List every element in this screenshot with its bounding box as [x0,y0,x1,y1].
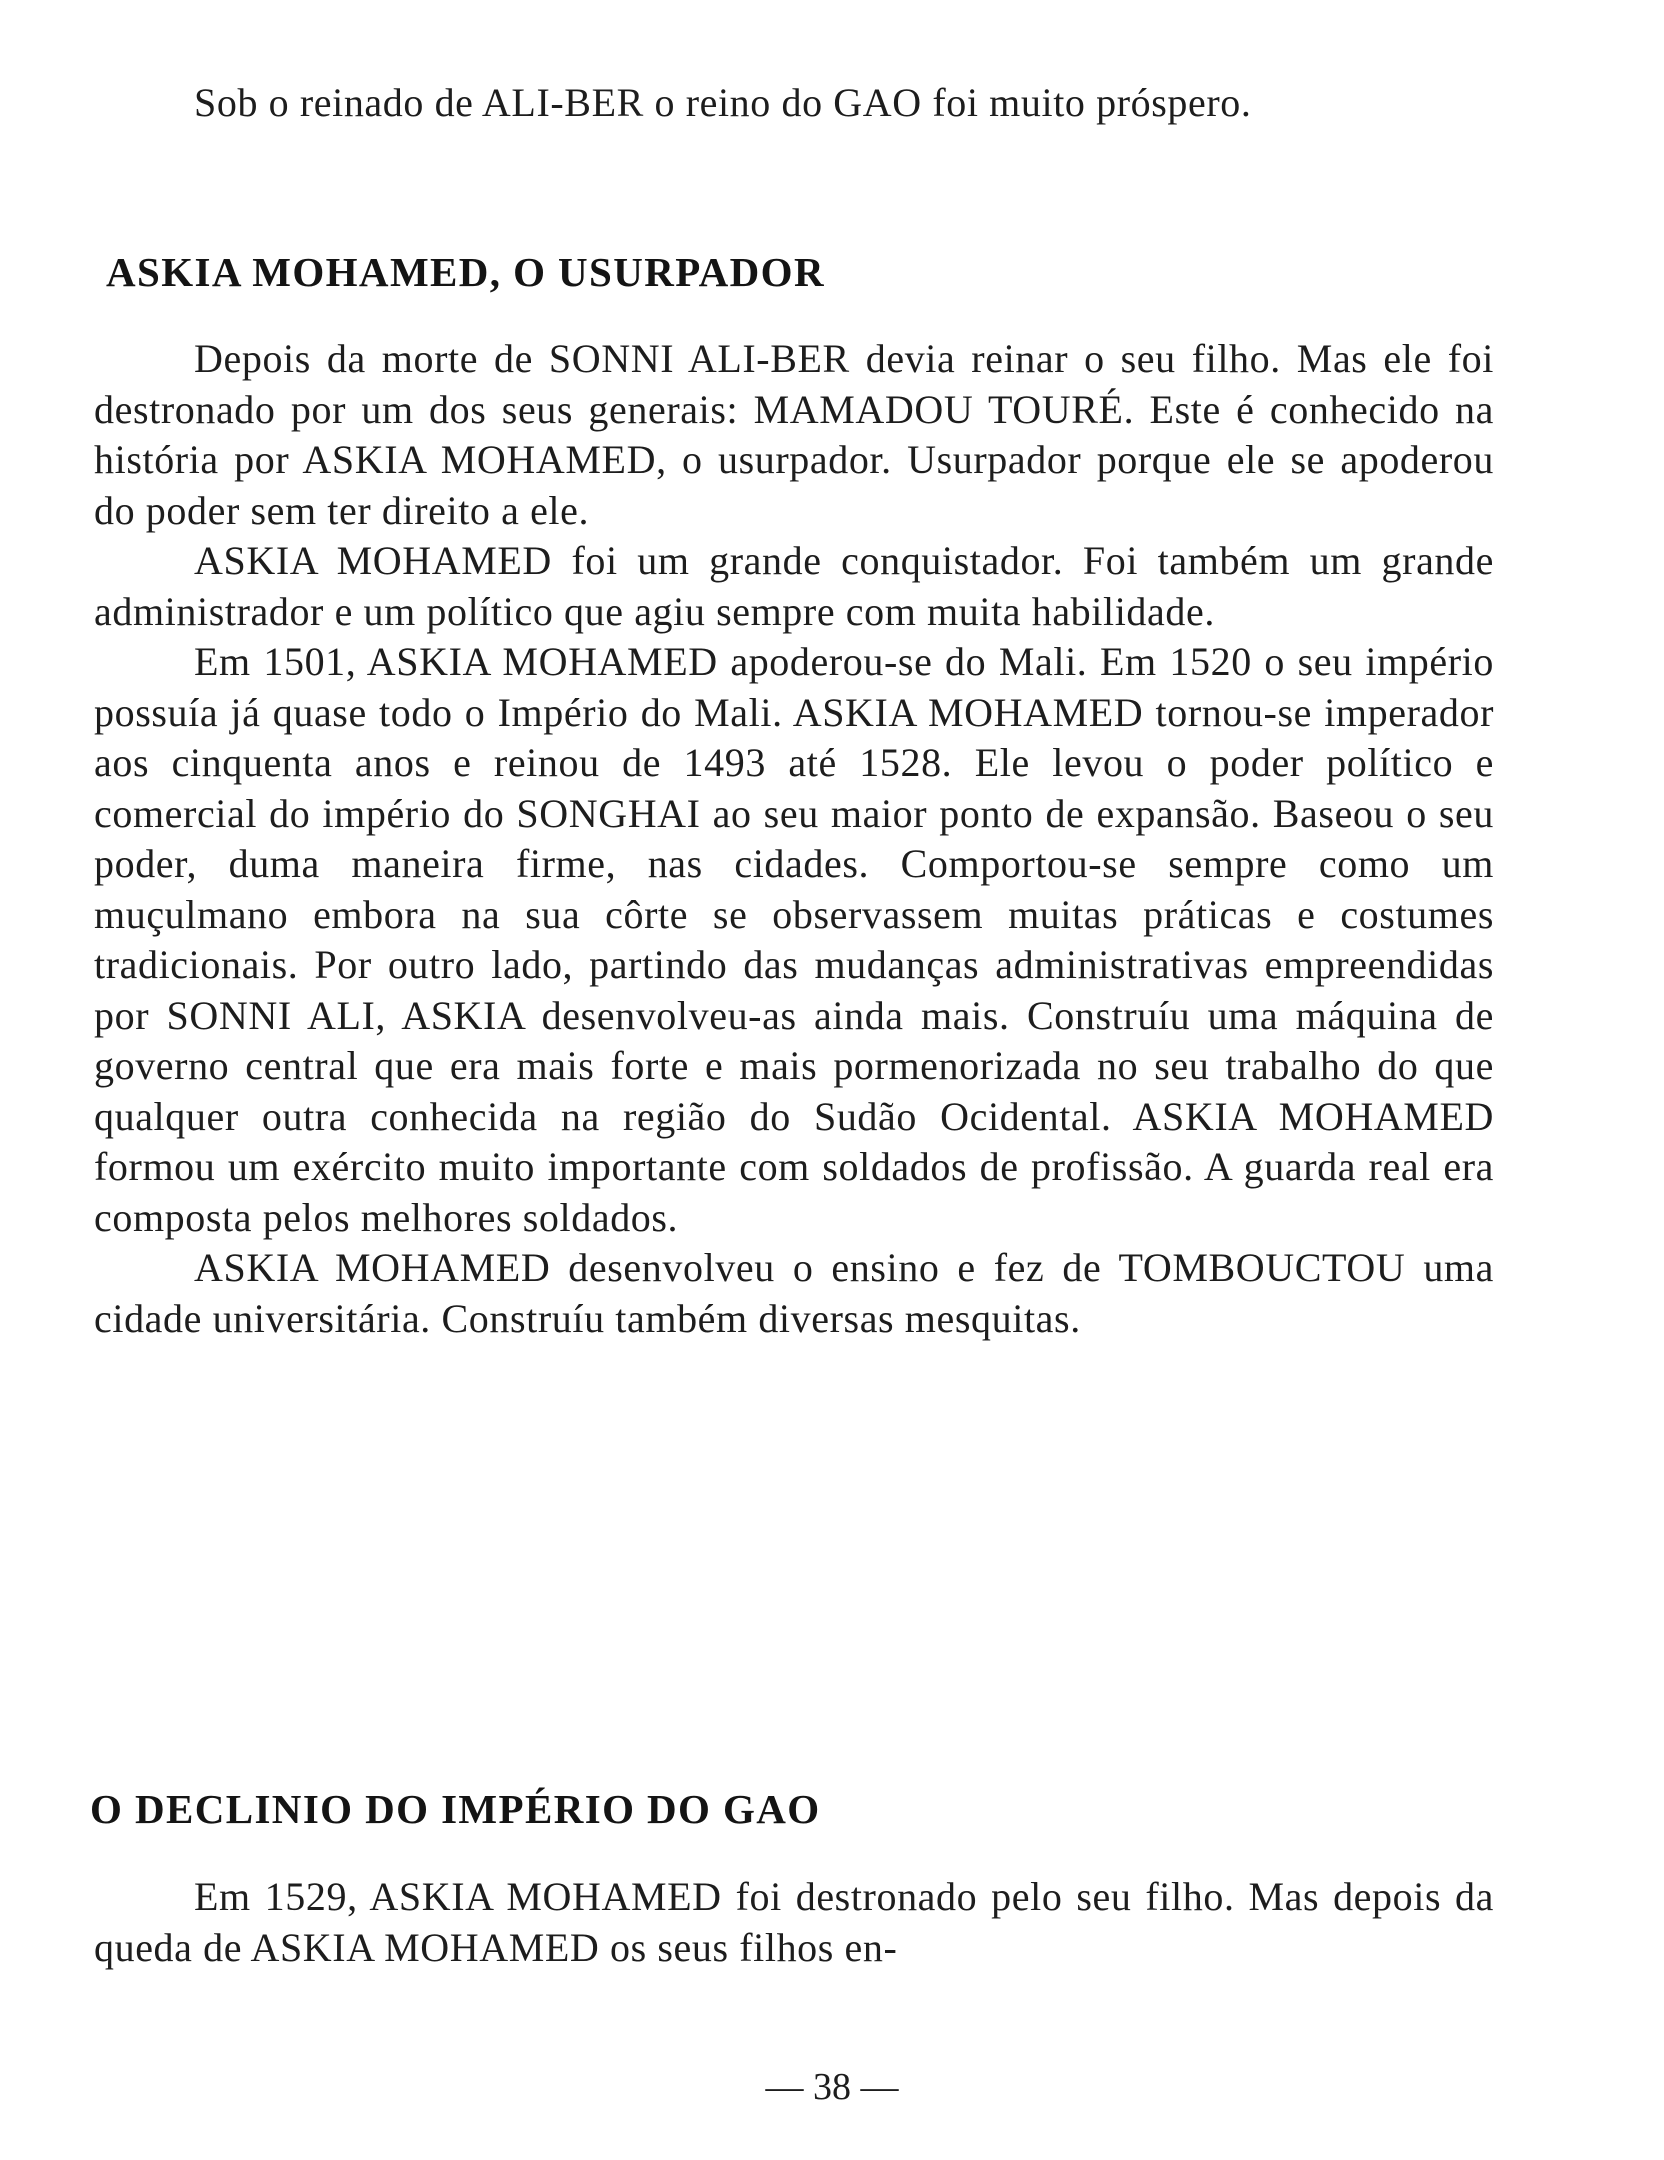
paragraph: Depois da morte de SONNI ALI-BER devia reinar o seu filho. Mas ele foi destronado por um dos seus generais: MAMADOU TOURÉ. Este é conhecido na história por ASKIA MOHAMED, o usurpador. Usurpador porque ele se apoderou do poder sem ter direito a ele. [94,336,1494,533]
paragraph: Em 1501, ASKIA MOHAMED apoderou-se do Mali. Em 1520 o seu império possuía já quase todo o Império do Mali. ASKIA MOHAMED tornou-se imperador aos cinquenta anos e reinou de 1493 até 1528. Ele levou o poder político e comercial do império do SONGHAI ao seu maior ponto de expansão. Baseou o seu poder, duma maneira firme, nas cidades. Comportou-se sempre como um muçulmano embora na sua côrte se observassem muitas práticas e costumes tradicionais. Por outro lado, partindo das mudanças administrativas empreendidas por SONNI ALI, ASKIA desenvolveu-as ainda mais. Construíu uma máquina de governo central que era mais forte e mais pormenorizada no seu trabalho do que qualquer outra conhecida na região do Sudão Ocidental. ASKIA MOHAMED formou um exército muito importante com soldados de profissão. A guarda real era composta pelos melhores soldados. [94,639,1494,1240]
section-heading-declinio: O DECLINIO DO IMPÉRIO DO GAO [90,1786,821,1832]
page-number: — 38 — [765,2066,899,2108]
intro-text [94,78,1494,129]
section-declinio-body [94,1872,1494,1973]
paragraph: Em 1529, ASKIA MOHAMED foi destronado pelo seu filho. Mas depois da queda de ASKIA MOHAMED os seus filhos en- [94,1874,1494,1970]
paragraph: ASKIA MOHAMED foi um grande conquistador. Foi também um grande administrador e um político que agiu sempre com muita habilidade. [94,538,1494,634]
section-askia-body [94,334,1494,1344]
paragraph: ASKIA MOHAMED desenvolveu o ensino e fez de TOMBOUCTOU uma cidade universitária. Construíu também diversas mesquitas. [94,1245,1494,1341]
section-heading-askia: ASKIA MOHAMED, O USURPADOR [106,249,825,295]
paragraph: Sob o reinado de ALI-BER o reino do GAO foi muito próspero. [194,80,1252,125]
